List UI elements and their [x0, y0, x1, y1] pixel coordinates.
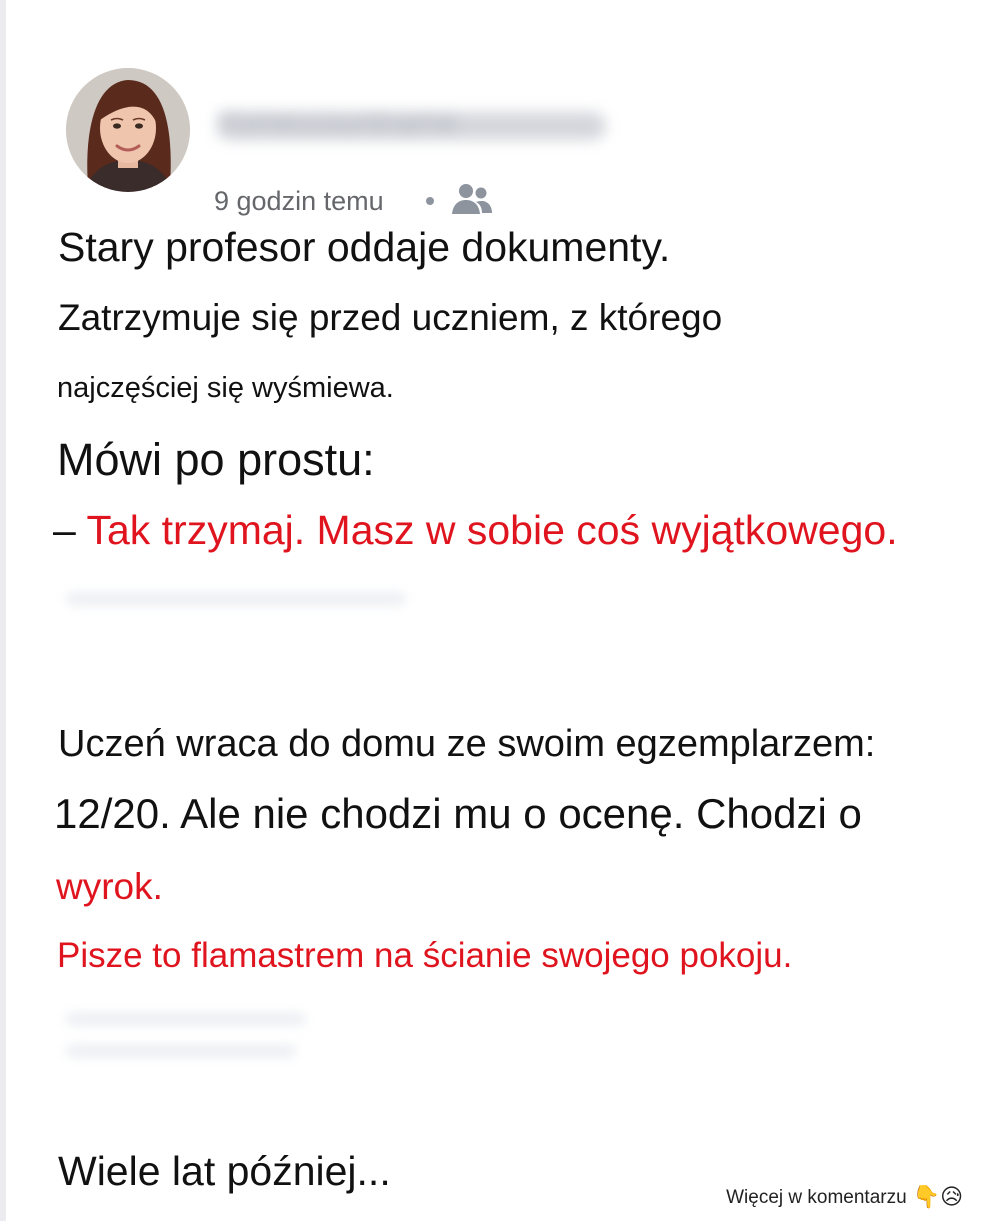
author-name[interactable] [206, 100, 626, 148]
post-text-line-8 [56, 866, 163, 908]
see-more-in-comments[interactable] [726, 1185, 963, 1210]
post-text-line-5 [53, 507, 898, 554]
post-text-line-1 [58, 224, 670, 271]
post-text-line-3 [57, 372, 394, 405]
post-text-line-10 [58, 1148, 391, 1195]
author-avatar[interactable] [66, 68, 190, 192]
text-segment: Zatrzymuje się przed uczniem, z którego [58, 297, 723, 338]
blurred-artifact [66, 592, 406, 606]
post-text-line-4 [57, 434, 375, 486]
highlighted-text-segment: Pisze to flamastrem na ścianie swojego pokoju. [57, 936, 793, 975]
post-timestamp[interactable]: 9 godzin temu [214, 185, 384, 216]
text-segment: Mówi po prostu: [57, 434, 375, 485]
highlighted-text-segment: Tak trzymaj. Masz w sobie coś wyjątkowego. [86, 507, 898, 553]
footer-note-text: Więcej w komentarzu [726, 1186, 907, 1208]
text-segment: 12/20. Ale nie chodzi mu o ocenę. Chodzi o [54, 790, 862, 837]
post-text-line-7 [54, 790, 862, 838]
avatar-portrait-icon [66, 68, 190, 192]
highlighted-text-segment: wyrok. [56, 866, 163, 907]
pointing-down-sad-emoji-icon: 👇😥 [912, 1185, 963, 1210]
author-name-text: Yomeccountname [218, 106, 458, 139]
text-segment: Stary profesor oddaje dokumenty. [58, 224, 671, 270]
post-text-line-6 [58, 723, 875, 766]
post-meta [214, 183, 494, 219]
post-text-line-2 [58, 297, 722, 339]
blurred-artifact [66, 1044, 296, 1058]
post-text-line-9 [57, 936, 792, 976]
blurred-artifact [66, 1012, 306, 1026]
friends-icon[interactable] [450, 180, 494, 223]
meta-separator [426, 197, 434, 205]
text-segment: Wiele lat później... [58, 1148, 391, 1194]
text-segment: najczęściej się wyśmiewa. [57, 372, 394, 404]
text-segment: – [53, 507, 87, 553]
post-card [6, 0, 989, 1221]
text-segment: Uczeń wraca do domu ze swoim egzemplarzem: [58, 723, 876, 765]
